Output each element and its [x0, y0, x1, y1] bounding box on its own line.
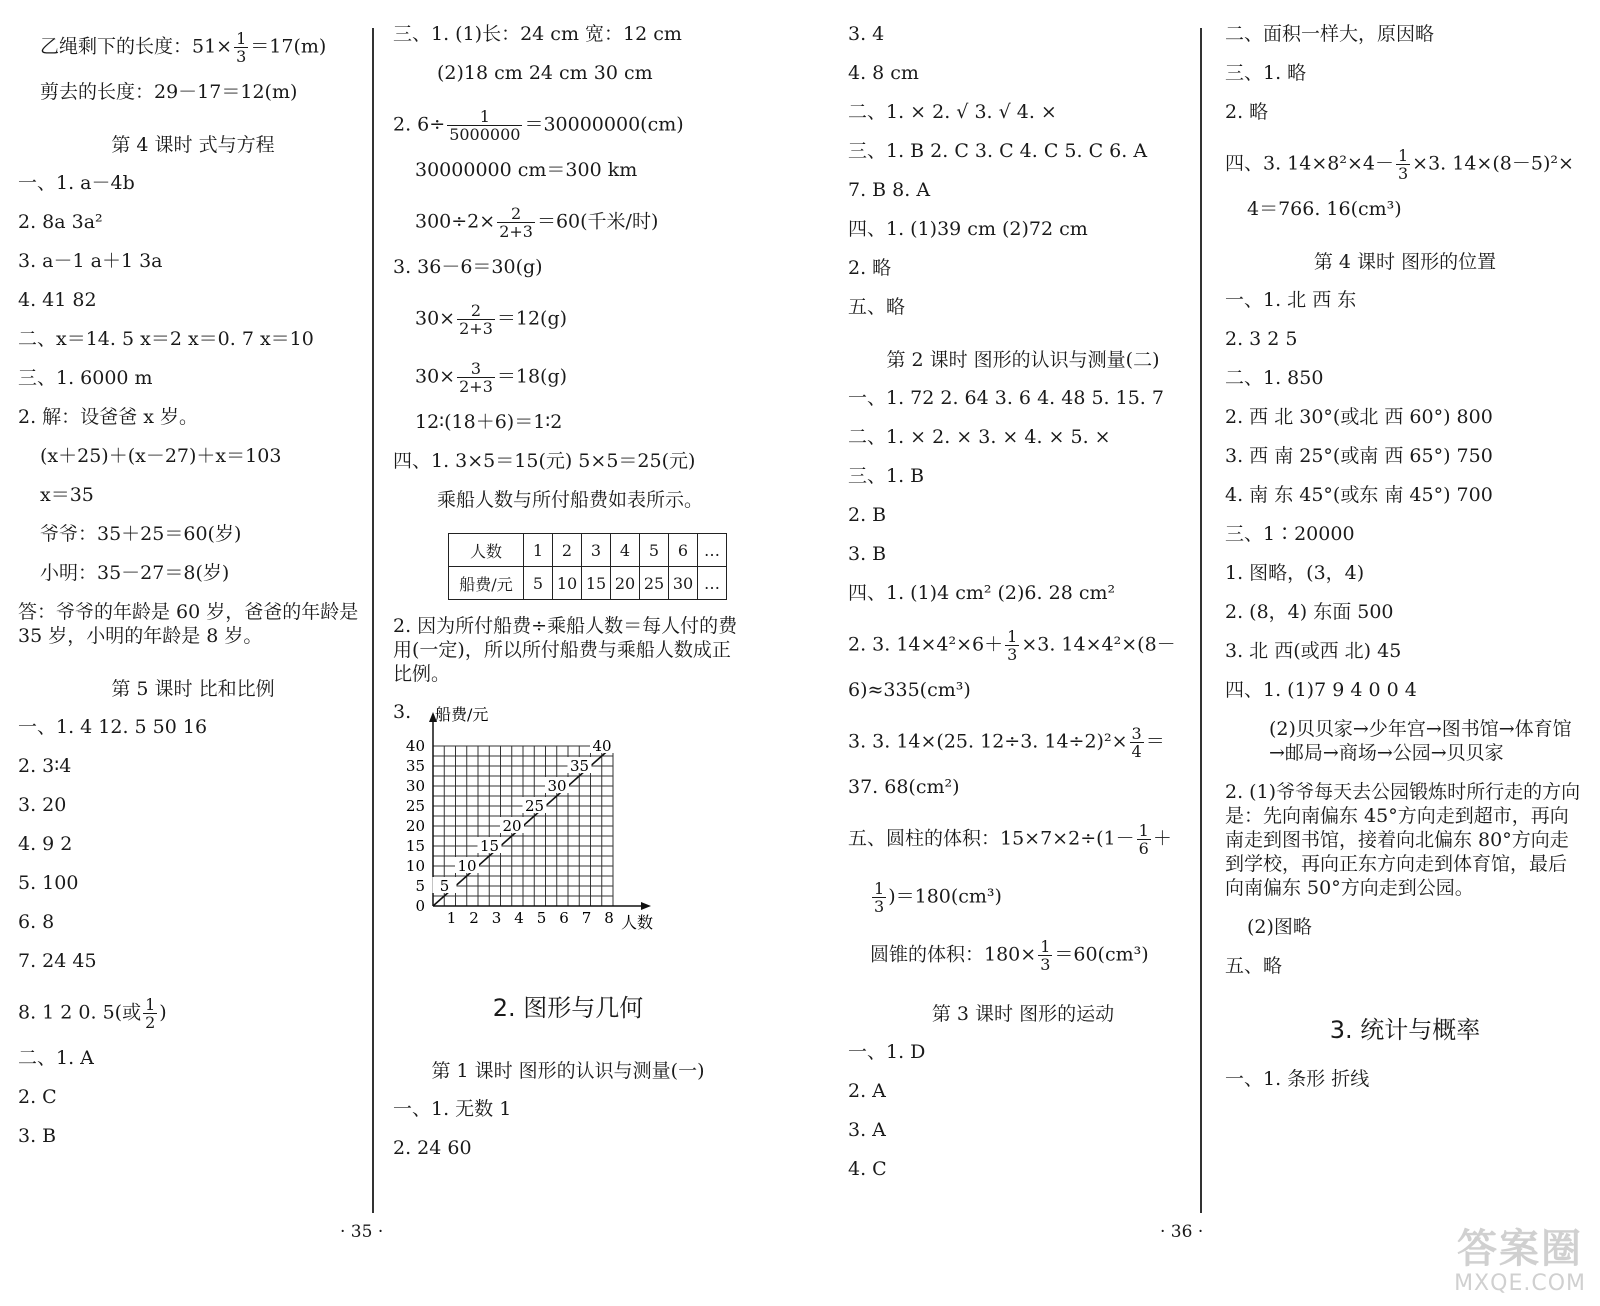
list-item: 3. 20 [18, 794, 67, 816]
table-cell: … [698, 534, 727, 567]
list-item: 2. C [18, 1086, 57, 1108]
list-item: 四、1. (1)39 cm (2)72 cm [848, 218, 1088, 240]
table-cell: 6 [669, 534, 698, 567]
text-line: 4＝766. 16(cm³) [1247, 198, 1402, 220]
x-axis-arrow [641, 902, 651, 910]
answer-list [1225, 915, 1585, 993]
list-item: 3. 北 西(或西 北) 45 [1225, 640, 1402, 662]
fraction: $\frac{1}{5000000}$ [449, 107, 521, 144]
list-item: 4. 8 cm [848, 62, 919, 84]
y-tick-label: 30 [405, 777, 425, 795]
text-line: 四、3. 14×8²×4－ $\frac{1}{3}$ ×3. 14×(8－5)²× [1225, 146, 1574, 183]
list-item: 三、1. B [848, 465, 925, 487]
list-item: 4. C [848, 1158, 887, 1180]
y-tick-label: 25 [405, 797, 425, 815]
chapter-title: 3. 统计与概率 [1329, 1016, 1481, 1044]
text-line: 3. 3. 14×(25. 12÷3. 14÷2)²× $\frac{3}{4}$ ＝ [848, 724, 1165, 761]
x-tick-label: 2 [469, 909, 479, 927]
text-line: 剪去的长度：29－17＝12(m) [40, 81, 298, 103]
table-row [449, 534, 727, 567]
list-item: 3. a－1 a＋1 3a [18, 250, 163, 272]
answer-list [18, 1046, 368, 1163]
list-item: 二、1. × 2. √ 3. √ 4. × [848, 101, 1057, 123]
data-label: 20 [502, 817, 522, 835]
column-4 [1225, 22, 1585, 1106]
column-divider [1200, 28, 1202, 1213]
list-item: 二、1. × 2. × 3. × 4. × 5. × [848, 426, 1111, 448]
list-item: 爷爷：35＋25＝60(岁) [40, 523, 242, 545]
section-heading: 第 4 课时 式与方程 [111, 134, 275, 156]
table-cell: 20 [611, 567, 640, 600]
fare-line-chart [393, 701, 743, 971]
data-label: 25 [524, 797, 545, 815]
fraction: $\frac{1}{2}$ [145, 995, 156, 1032]
list-item: 4. 9 2 [18, 833, 73, 855]
fraction: $\frac{1}{3}$ [1007, 627, 1018, 664]
list-item: 三、1. B 2. C 3. C 4. C 5. C 6. A [848, 140, 1148, 162]
list-item: 4. 41 82 [18, 289, 97, 311]
list-item: 2. B [848, 504, 887, 526]
text-line: 2. 6÷ $\frac{1}{5000000}$ ＝30000000(cm) [393, 107, 684, 144]
y-tick-label: 5 [415, 877, 425, 895]
watermark-logo [1454, 1227, 1586, 1296]
section-heading: 第 1 课时 图形的认识与测量(一) [431, 1060, 705, 1082]
text-line: 12∶(18＋6)＝1∶2 [415, 411, 563, 433]
list-item: 3. 西 南 25°(或南 西 65°) 750 [1225, 445, 1493, 467]
table-cell: 5 [524, 567, 553, 600]
x-tick-label: 4 [514, 909, 524, 927]
list-item: 一、1. a－4b [18, 172, 135, 194]
table-cell: 25 [640, 567, 669, 600]
text-line: 圆锥的体积：180× $\frac{1}{3}$ ＝60(cm³) [870, 937, 1149, 974]
fare-table [448, 533, 727, 600]
list-item: x＝35 [40, 484, 94, 506]
text-line: 乙绳剩下的长度：51× $\frac{1}{3}$ ＝17(m) [40, 29, 327, 66]
section-heading: 第 2 课时 图形的认识与测量(二) [886, 349, 1160, 371]
list-item: 四、1. (1)7 9 4 0 0 4 [1225, 679, 1417, 701]
y-tick-label: 15 [405, 837, 425, 855]
list-item: 2. 解：设爸爸 x 岁。 [18, 406, 198, 428]
list-item: 2. (8，4) 东面 500 [1225, 601, 1394, 623]
list-item: 1. 图略，(3，4) [1225, 562, 1365, 584]
text-line: $\frac{1}{3}$ )＝180(cm³) [874, 879, 1002, 916]
chart-question-number: 3. [393, 701, 412, 723]
data-label: 40 [592, 737, 612, 755]
text-line: 37. 68(cm²) [848, 776, 960, 798]
fraction: $\frac{2}{2+3}$ [499, 204, 533, 241]
x-tick-label: 1 [446, 909, 457, 927]
page-number: · 35 · [340, 1222, 384, 1242]
page-number: · 36 · [1160, 1222, 1204, 1242]
list-item: 2. 西 北 30°(或北 西 60°) 800 [1225, 406, 1493, 428]
list-item: 一、1. 72 2. 64 3. 6 4. 48 5. 15. 7 [848, 387, 1164, 409]
section-heading: 第 5 课时 比和比例 [111, 678, 275, 700]
text-line: 三、1. (1)长：24 cm 宽：12 cm [393, 23, 682, 45]
column-3 [848, 22, 1198, 1196]
table-cell: 5 [640, 534, 669, 567]
fraction: $\frac{1}{3}$ [874, 879, 885, 916]
list-item: 3. B [18, 1125, 57, 1147]
list-item: (2)图略 [1247, 916, 1312, 938]
list-item: 五、略 [1225, 955, 1283, 977]
table-cell: 15 [582, 567, 611, 600]
list-item: 6. 8 [18, 911, 55, 933]
list-item: 3. 4 [848, 23, 885, 45]
y-tick-label: 40 [405, 737, 425, 755]
watermark-text: 答案圈 [1457, 1226, 1584, 1272]
table-cell: 30 [669, 567, 698, 600]
list-item: 2. 略 [1225, 101, 1269, 123]
list-item: 2. 8a 3a² [18, 211, 103, 233]
x-tick-label: 7 [581, 909, 592, 927]
list-item: 5. 100 [18, 872, 79, 894]
list-item: 3. B [848, 543, 887, 565]
list-item: 4. 南 东 45°(或东 南 45°) 700 [1225, 484, 1493, 506]
list-item: 一、1. D [848, 1041, 926, 1063]
list-item: 2. A [848, 1080, 886, 1102]
text-line: 30× $\frac{2}{2+3}$ ＝12(g) [415, 301, 568, 338]
data-label: 30 [547, 777, 567, 795]
y-axis-label: 船费/元 [435, 705, 489, 724]
fraction: $\frac{1}{3}$ [1397, 146, 1409, 183]
list-item: 二、1. A [18, 1047, 94, 1069]
list-item: 3. A [848, 1119, 886, 1141]
column-divider [372, 28, 374, 1213]
answer-list [1225, 288, 1585, 717]
table-header-cell: 船费/元 [449, 567, 524, 600]
y-tick-label: 20 [405, 817, 425, 835]
table-cell: 10 [553, 567, 582, 600]
table-row [449, 567, 727, 600]
watermark-url: MXQE.COM [1454, 1271, 1586, 1296]
list-item: 2. 3 2 5 [1225, 328, 1298, 350]
text-line: 6)≈335(cm³) [848, 679, 971, 701]
list-item: 二、面积一样大，原因略 [1225, 23, 1435, 45]
list-item: 五、略 [848, 296, 906, 318]
fraction: $\frac{3}{4}$ [1131, 724, 1142, 761]
text-line: 300÷2× $\frac{2}{2+3}$ ＝60(千米/时) [415, 204, 659, 241]
answer-paragraph: 2. (1)爷爷每天去公园锻炼时所行走的方向是：先向南偏东 45°方向走到超市，再向南走到图书馆，接着向北偏东 80°方向走到学校，再向正东方向走到体育馆，最后向南偏东 50°方向走到公园。 [1225, 781, 1581, 899]
section-heading: 第 3 课时 图形的运动 [931, 1003, 1115, 1025]
text-line: 一、1. 无数 1 [393, 1098, 512, 1120]
text-line: 2. 3. 14×4²×6＋ $\frac{1}{3}$ ×3. 14×4²×(8－ [848, 627, 1176, 664]
list-item: (x＋25)＋(x－27)＋x＝103 [40, 445, 282, 467]
data-label: 5 [439, 877, 450, 895]
fare-chart [393, 701, 743, 971]
answer-list [18, 715, 368, 988]
list-item: 二、1. 850 [1225, 367, 1324, 389]
list-item: 7. 24 45 [18, 950, 97, 972]
fraction: $\frac{1}{6}$ [1138, 821, 1149, 858]
column-1 [18, 22, 368, 1163]
list-item: 三、1. 6000 m [18, 367, 153, 389]
table-cell: … [698, 567, 727, 600]
x-tick-label: 3 [491, 909, 502, 927]
x-axis-label: 人数 [621, 913, 654, 932]
list-item: 2. 略 [848, 257, 892, 279]
list-item: 三、1. 略 [1225, 62, 1307, 84]
text-line: (2)18 cm 24 cm 30 cm [437, 62, 653, 84]
answer-paragraph: (2)贝贝家→少年宫→图书馆→体育馆→邮局→商场→公园→贝贝家 [1269, 718, 1572, 764]
table-cell: 3 [582, 534, 611, 567]
table-header-cell: 人数 [449, 534, 524, 567]
text-line: 五、圆柱的体积：15×7×2÷(1－ $\frac{1}{6}$ ＋ [848, 821, 1172, 858]
y-tick-label: 35 [405, 757, 425, 775]
data-label: 10 [457, 857, 477, 875]
list-item: 三、1∶20000 [1225, 523, 1355, 545]
data-label: 15 [479, 837, 500, 855]
answer-list [848, 1040, 1198, 1196]
list-item: 小明：35－27＝8(岁) [40, 562, 230, 584]
fraction: $\frac{1}{3}$ [236, 29, 247, 66]
answer-list [18, 171, 368, 600]
answer-list [1225, 22, 1585, 139]
answer-list [848, 22, 1198, 334]
text-line: 一、1. 条形 折线 [1225, 1068, 1370, 1090]
answer-list [848, 386, 1198, 620]
text-line: 四、1. 3×5＝15(元) 5×5＝25(元) [393, 450, 696, 472]
text-line: 30× $\frac{3}{2+3}$ ＝18(g) [415, 359, 568, 396]
chapter-title: 2. 图形与几何 [492, 994, 644, 1022]
list-item: 一、1. 北 西 东 [1225, 289, 1357, 311]
x-tick-label: 6 [559, 909, 569, 927]
answer-paragraph: 2. 因为所付船费÷乘船人数＝每人付的费用(一定)，所以所付船费与乘船人数成正比例。 [393, 615, 738, 685]
list-item: 一、1. 4 12. 5 50 16 [18, 716, 208, 738]
list-item: 2. 3∶4 [18, 755, 72, 777]
list-item: 四、1. (1)4 cm² (2)6. 28 cm² [848, 582, 1116, 604]
fraction: $\frac{1}{3}$ [1040, 937, 1051, 974]
table-cell: 2 [553, 534, 582, 567]
x-tick-label: 5 [536, 909, 547, 927]
table-cell: 1 [524, 534, 553, 567]
x-tick-label: 8 [604, 909, 614, 927]
list-item: 7. B 8. A [848, 179, 931, 201]
table-cell: 4 [611, 534, 640, 567]
data-label: 35 [569, 757, 590, 775]
fraction: $\frac{2}{2+3}$ [459, 301, 493, 338]
fraction: $\frac{3}{2+3}$ [459, 359, 493, 396]
answer-paragraph: 答：爷爷的年龄是 60 岁，爸爸的年龄是 35 岁，小明的年龄是 8 岁。 [18, 601, 359, 647]
text-line: 30000000 cm＝300 km [415, 159, 638, 181]
column-2 [393, 22, 743, 1175]
y-tick-label: 0 [415, 897, 425, 915]
text-line: 乘船人数与所付船费如表所示。 [437, 489, 704, 511]
y-tick-label: 10 [405, 857, 425, 875]
text-line: 2. 24 60 [393, 1137, 472, 1159]
list-item: 二、x＝14. 5 x＝2 x＝0. 7 x＝10 [18, 328, 314, 350]
section-heading: 第 4 课时 图形的位置 [1313, 251, 1497, 273]
text-line: 3. 36－6＝30(g) [393, 256, 543, 278]
text-line: 8. 1 2 0. 5(或 $\frac{1}{2}$ ) [18, 995, 167, 1032]
